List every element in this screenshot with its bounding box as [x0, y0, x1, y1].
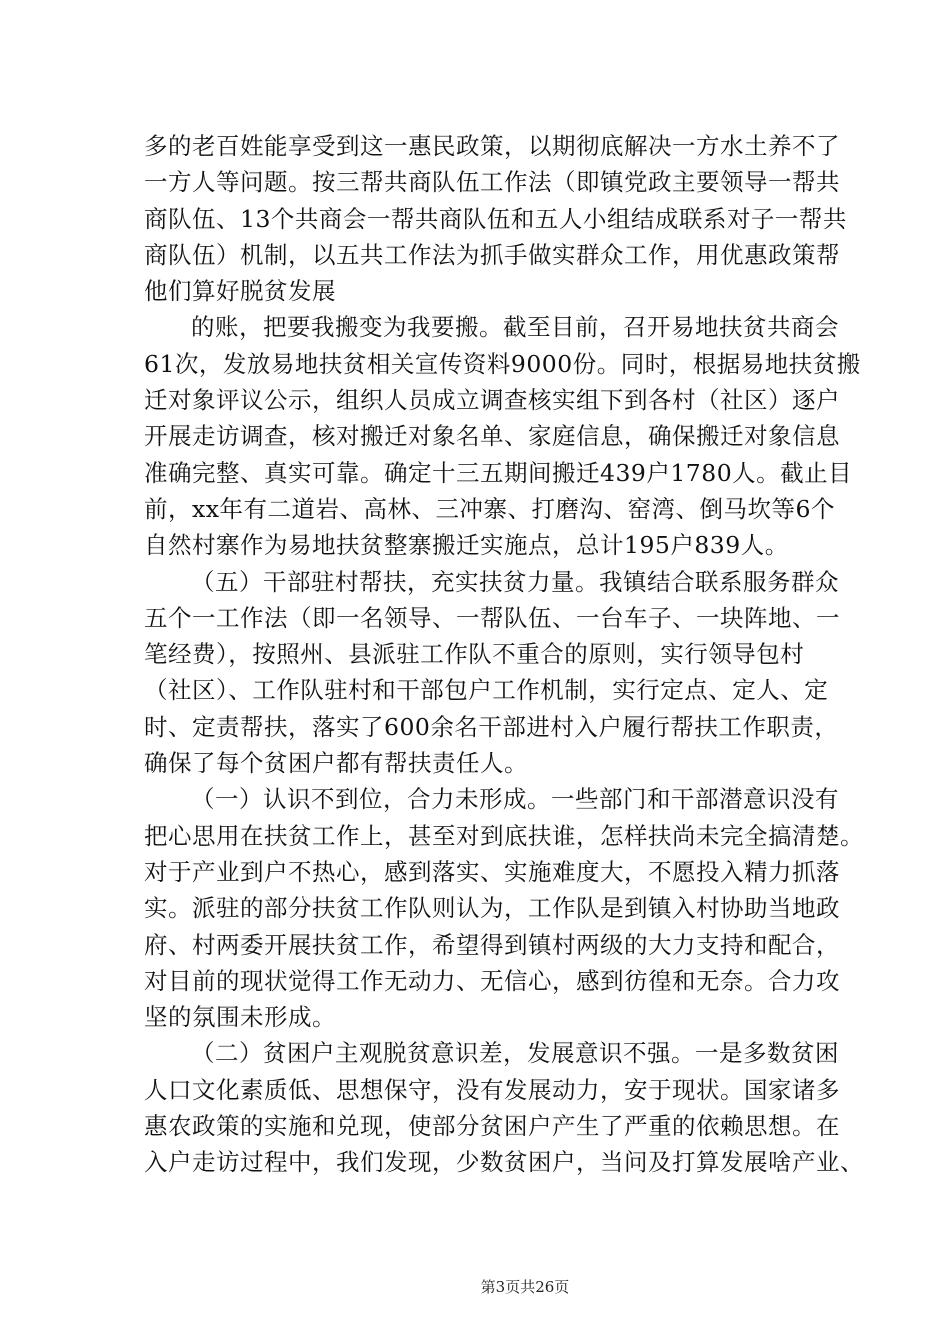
text-line: 他们算好脱贫发展	[144, 277, 336, 306]
page-number-footer: 第3页共26页	[480, 1278, 570, 1296]
text-line: 入户走访过程中，我们发现，少数贫困户，当问及打算发展啥产业、	[144, 1148, 864, 1177]
text-line: 确保了每个贫困户都有帮扶责任人。	[144, 749, 528, 778]
text-line: 坚的氛围未形成。	[144, 1003, 336, 1032]
text-line: 笔经费），按照州、县派驻工作队不重合的原则，实行领导包村	[144, 640, 805, 669]
text-line: 的账，把要我搬变为我要搬。截至目前，召开易地扶贫共商会	[191, 313, 839, 342]
text-line: 对于产业到户不热心，感到落实、实施难度大，不愿投入精力抓落	[144, 857, 840, 886]
text-line: （二）贫困户主观脱贫意识差，发展意识不强。一是多数贫困	[191, 1039, 839, 1068]
text-line: 惠农政策的实施和兑现，使部分贫困户产生了严重的依赖思想。在	[144, 1112, 840, 1141]
document-body	[144, 128, 864, 1181]
text-line: 61次，发放易地扶贫相关宣传资料9000份。同时，根据易地扶贫搬	[144, 349, 861, 378]
paragraph-1	[144, 128, 847, 309]
text-line: 时、定责帮扶，落实了600余名干部进村入户履行帮扶工作职责，	[144, 712, 839, 741]
text-line: 把心思用在扶贫工作上，甚至对到底扶谁，怎样扶尚未完全搞清楚。	[144, 821, 864, 850]
text-line: 前，xx年有二道岩、高林、三冲寨、打磨沟、窑湾、倒马坎等6个	[144, 494, 835, 523]
text-line: 准确完整、真实可靠。确定十三五期间搬迁439户1780人。截止目	[144, 458, 853, 487]
text-line: 府、村两委开展扶贫工作，希望得到镇村两级的大力支持和配合，	[144, 930, 840, 959]
text-line: 实。派驻的部分扶贫工作队则认为，工作队是到镇入村协助当地政	[144, 894, 840, 923]
text-line: 对目前的现状觉得工作无动力、无信心，感到彷徨和无奈。合力攻	[144, 966, 840, 995]
text-line: 迁对象评议公示，组织人员成立调查核实组下到各村（社区）逐户	[144, 386, 840, 415]
text-line: 五个一工作法（即一名领导、一帮队伍、一台车子、一块阵地、一	[144, 603, 840, 632]
text-line: 自然村寨作为易地扶贫整寨搬迁实施点，总计195户839人。	[144, 531, 789, 560]
text-line: 一方人等问题。按三帮共商队伍工作法（即镇党政主要领导一帮共	[144, 168, 840, 197]
text-line: （一）认识不到位，合力未形成。一些部门和干部潜意识没有	[191, 785, 839, 814]
text-line: （社区）、工作队驻村和干部包户工作机制，实行定点、定人、定	[144, 676, 829, 705]
text-line: 开展走访调查，核对搬迁对象名单、家庭信息，确保搬迁对象信息	[144, 422, 840, 451]
text-line: 人口文化素质低、思想保守，没有发展动力，安于现状。国家诸多	[144, 1075, 840, 1104]
text-line: 多的老百姓能享受到这一惠民政策，以期彻底解决一方水土养不了	[144, 132, 840, 160]
paragraph-3	[144, 564, 840, 782]
text-line: （五）干部驻村帮扶，充实扶贫力量。我镇结合联系服务群众	[191, 567, 839, 596]
paragraph-4	[144, 781, 864, 1035]
paragraph-5	[144, 1035, 864, 1180]
text-line: 商队伍、13个共商会一帮共商队伍和五人小组结成联系对子一帮共	[144, 204, 847, 233]
text-line: 商队伍）机制，以五共工作法为抓手做实群众工作，用优惠政策帮	[144, 240, 840, 269]
paragraph-2	[144, 309, 861, 563]
